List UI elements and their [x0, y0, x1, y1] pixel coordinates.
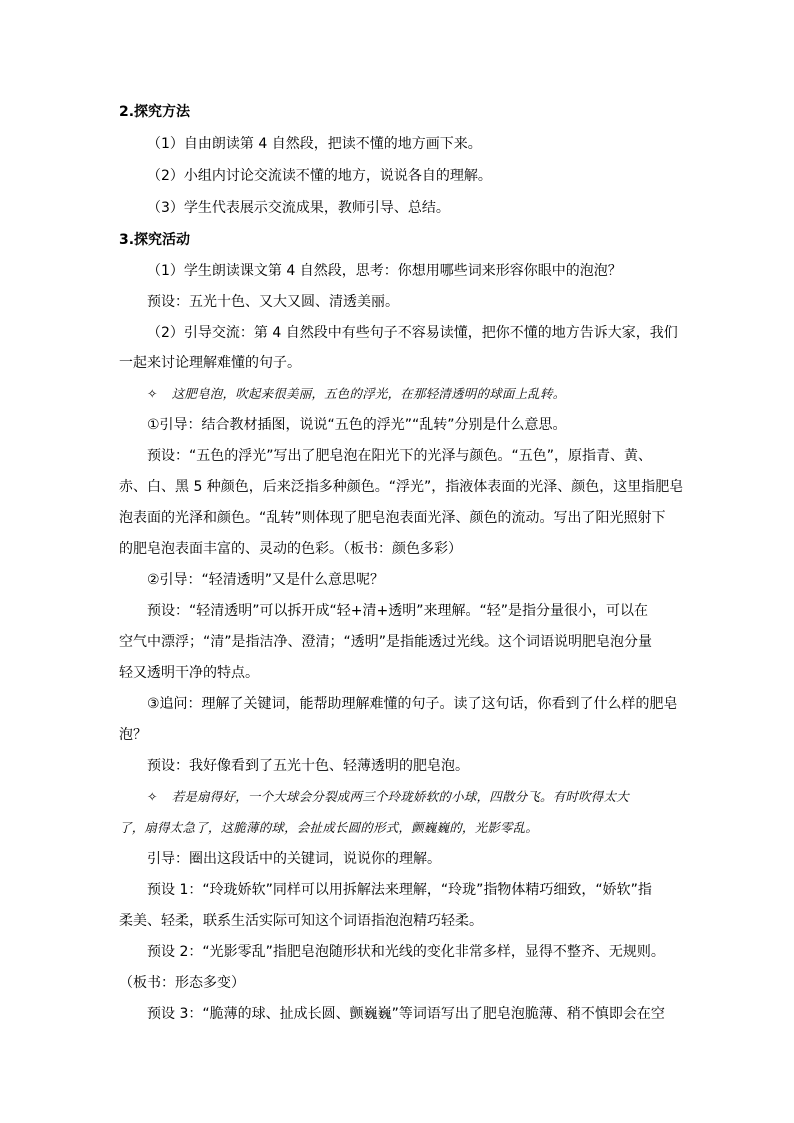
- quote-2-line-1: [147, 787, 707, 807]
- quote-1: [147, 384, 707, 404]
- guide-3-line-1: ③追问：理解了关键词，能帮助理解难懂的句子。读了这句话，你看到了什么样的肥皂: [147, 696, 678, 712]
- quote-1-text: 这肥皂泡，吹起来很美丽，五色的浮光，在那轻清透明的球面上乱转。: [171, 386, 566, 401]
- preset-1-line-3: 泡表面的光泽和颜色。“乱转”则体现了肥皂泡表面光泽、颜色的流动。写出了阳光照射下: [119, 510, 666, 526]
- activity-1-preset: 预设：五光十色、又大又圆、清透美丽。: [147, 294, 399, 310]
- preset-3: 预设：我好像看到了五光十色、轻薄透明的肥皂泡。: [147, 758, 469, 774]
- quote-2-line-2: 了，扇得太急了，这脆薄的球，会扯成长圆的形式，颤巍巍的，光影零乱。: [119, 820, 539, 835]
- activity-1: （1）学生朗读课文第 4 自然段，思考：你想用哪些词来形容你眼中的泡泡？: [147, 263, 622, 279]
- activity-2-line-1: （2）引导交流：第 4 自然段中有些句子不容易读懂，把你不懂的地方告诉大家，我们: [147, 325, 678, 341]
- preset-5-line-1: 预设 2：“光影零乱”指肥皂泡随形状和光线的变化非常多样，显得不整齐、无规则。: [147, 944, 665, 960]
- method-step-3: （3）学生代表展示交流成果，教师引导、总结。: [147, 200, 450, 216]
- quote-2-text: 若是扇得好，一个大球会分裂成两三个玲珑娇软的小球，四散分飞。有时吹得太大: [171, 789, 629, 804]
- sparkle-icon: ✧: [147, 386, 158, 401]
- guide-2: ②引导：“轻清透明”又是什么意思呢？: [147, 572, 385, 588]
- heading-method: 2.探究方法: [119, 104, 191, 120]
- preset-2-line-3: 轻又透明干净的特点。: [119, 665, 259, 681]
- preset-1-line-4: 的肥皂泡表面丰富的、灵动的色彩。（板书：颜色多彩）: [119, 541, 462, 557]
- sparkle-icon: ✧: [147, 789, 158, 804]
- preset-4-line-1: 预设 1：“玲珑娇软”同样可以用拆解法来理解，“玲珑”指物体精巧细致，“娇软”指: [147, 882, 652, 898]
- preset-6: 预设 3：“脆薄的球、扯成长圆、颤巍巍”等词语写出了肥皂泡脆薄、稍不慎即会在空: [147, 1006, 665, 1022]
- guide-4: 引导：圈出这段话中的关键词，说说你的理解。: [147, 851, 441, 867]
- preset-1-line-2: 赤、白、黑 5 种颜色，后来泛指多种颜色。“浮光”，指液体表面的光泽、颜色，这里指肥皂: [119, 479, 684, 495]
- guide-1: ①引导：结合教材插图，说说“五色的浮光”“乱转”分别是什么意思。: [147, 417, 567, 433]
- heading-activity: 3.探究活动: [119, 232, 191, 248]
- guide-3-line-2: 泡？: [119, 727, 147, 743]
- method-step-2: （2）小组内讨论交流读不懂的地方，说说各自的理解。: [147, 168, 492, 184]
- preset-2-line-1: 预设：“轻清透明”可以拆开成“轻+清+透明”来理解。“轻”是指分量很小，可以在: [147, 603, 648, 619]
- method-step-1: （1）自由朗读第 4 自然段，把读不懂的地方画下来。: [147, 136, 482, 152]
- preset-1-line-1: 预设：“五色的浮光”写出了肥皂泡在阳光下的光泽与颜色。“五色”，原指青、黄、: [147, 448, 653, 464]
- activity-2-line-2: 一起来讨论理解难懂的句子。: [119, 355, 301, 371]
- preset-4-line-2: 柔美、轻柔，联系生活实际可知这个词语指泡泡精巧轻柔。: [119, 913, 483, 929]
- preset-2-line-2: 空气中漂浮；“清”是指洁净、澄清；“透明”是指能透过光线。这个词语说明肥皂泡分量: [119, 634, 653, 650]
- preset-5-line-2: （板书：形态多变）: [119, 975, 245, 991]
